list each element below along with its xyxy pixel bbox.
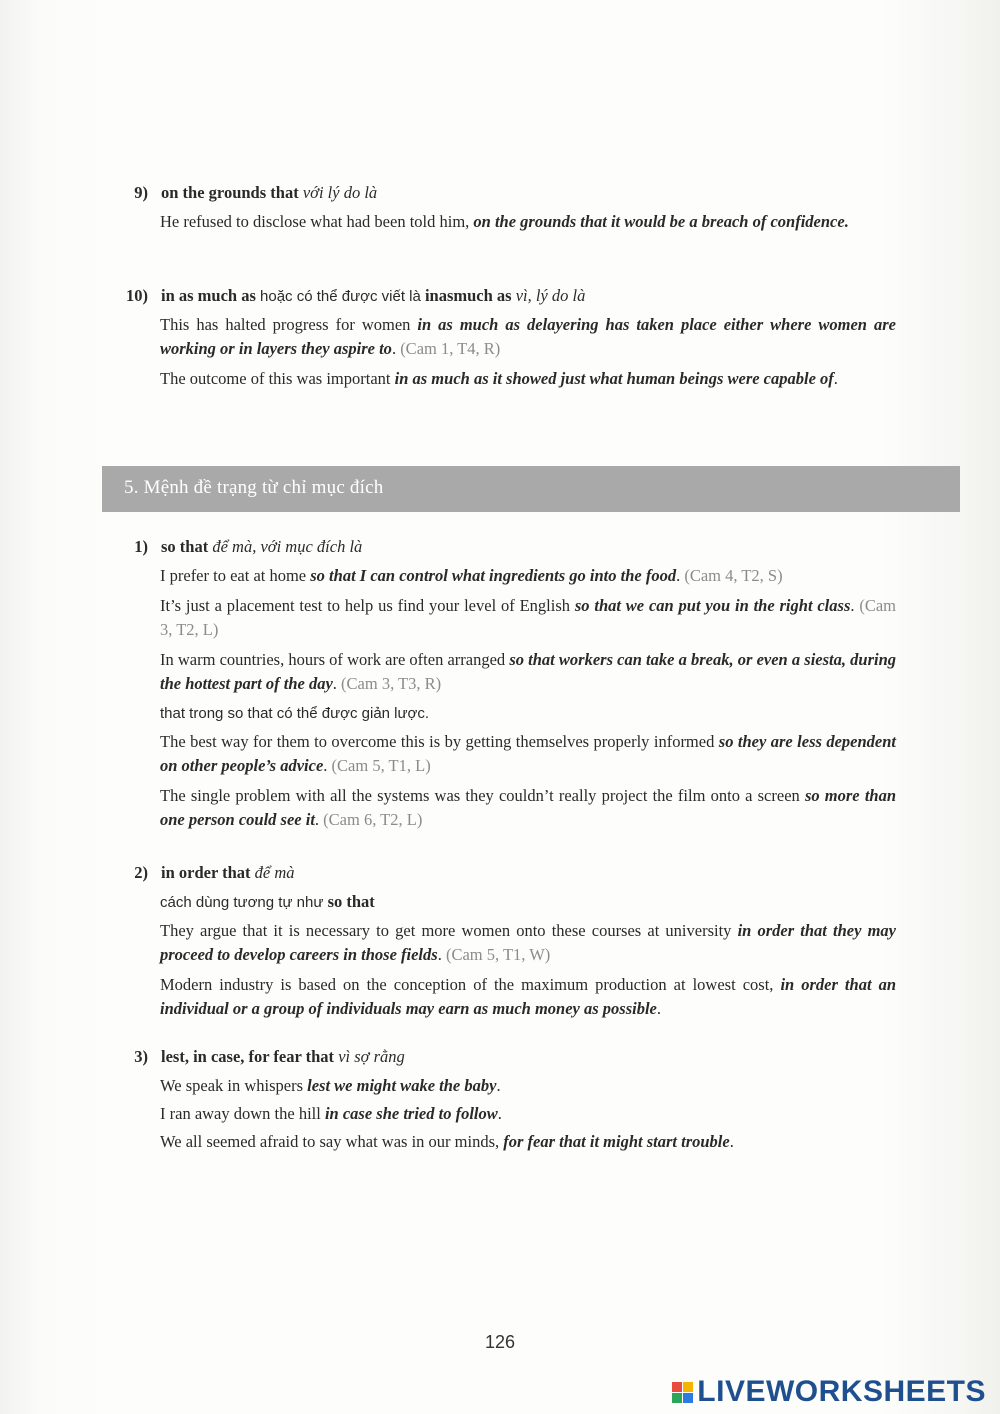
example-sentence: This has halted progress for women in as much as delayering has taken place either where women are working or in layers they aspire to. (Cam 1, T4, R) (160, 315, 896, 358)
item-number: 10) (126, 286, 148, 305)
usage-note: cách dùng tương tự như so that (160, 892, 375, 911)
term: lest, in case, for fear that (161, 1047, 335, 1066)
examples (160, 210, 896, 240)
example-sentence: We all seemed afraid to say what was in our minds, for fear that it might start trouble. (160, 1132, 734, 1151)
item-heading (161, 286, 585, 306)
example-sentence: They argue that it is necessary to get more women onto these courses at university in order that they may proceed to develop careers in those fields. (Cam 5, T1, W) (160, 921, 896, 964)
example-sentence: In warm countries, hours of work are often arranged so that workers can take a break, or even a siesta, during the hottest part of the day. (Cam 3, T3, R) (160, 650, 896, 693)
item-heading (161, 183, 377, 203)
term: in order that (161, 863, 251, 882)
term: so that (161, 537, 209, 556)
item-number: 9) (134, 183, 148, 202)
gloss: với lý do là (302, 183, 378, 202)
gloss: vì, lý do là (515, 286, 586, 305)
examples (160, 1074, 896, 1160)
item-heading (161, 863, 295, 883)
examples (160, 313, 896, 397)
example-sentence: The outcome of this was important in as much as it showed just what human beings were capable of. (160, 369, 838, 388)
item-number: 3) (134, 1047, 148, 1066)
example-sentence: Modern industry is based on the conception of the maximum production at lowest cost, in order that an individual or a group of individuals may earn as much money as possible. (160, 975, 896, 1018)
gloss: để mà, với mục đích là (212, 537, 363, 556)
section-title: 5. Mệnh đề trạng từ chỉ mục đích (124, 477, 384, 498)
liveworksheets-logo (672, 1375, 986, 1409)
example-sentence: The single problem with all the systems was they couldn’t really project the film onto a screen so more than one person could see it. (Cam 6, T2, L) (160, 786, 897, 829)
logo-text: LIVEWORKSHEETS (697, 1375, 986, 1408)
examples (160, 564, 896, 838)
gloss: để mà (254, 863, 295, 882)
page-number: 126 (484, 1332, 516, 1352)
section-header (102, 466, 960, 512)
example-sentence: It’s just a placement test to help us find your level of English so that we can put you in the right class. (Cam 3, T2, L) (160, 596, 897, 639)
examples (160, 890, 896, 1027)
term: on the grounds that (161, 183, 299, 202)
note-text: hoặc có thể được viết là (260, 288, 421, 305)
logo-mark-icon (672, 1382, 693, 1403)
example-sentence: The best way for them to overcome this is by getting themselves properly informed so they are less dependent on other people’s advice. (Cam 5, T1, L) (160, 732, 896, 775)
gloss: vì sợ rằng (338, 1047, 405, 1066)
example-sentence: He refused to disclose what had been told him, on the grounds that it would be a breach of confidence. (160, 212, 849, 231)
term-alt: inasmuch as (424, 286, 512, 305)
item-number: 2) (134, 863, 148, 882)
item-heading (161, 537, 362, 557)
item-heading (161, 1047, 405, 1067)
example-sentence: We speak in whispers lest we might wake the baby. (160, 1076, 501, 1095)
usage-note: that trong so that có thể được giản lược. (160, 705, 430, 722)
example-sentence: I prefer to eat at home so that I can control what ingredients go into the food. (Cam 4, T2, S) (160, 566, 783, 585)
example-sentence: I ran away down the hill in case she tried to follow. (160, 1104, 502, 1123)
item-number: 1) (134, 537, 148, 556)
term: in as much as (161, 286, 256, 305)
